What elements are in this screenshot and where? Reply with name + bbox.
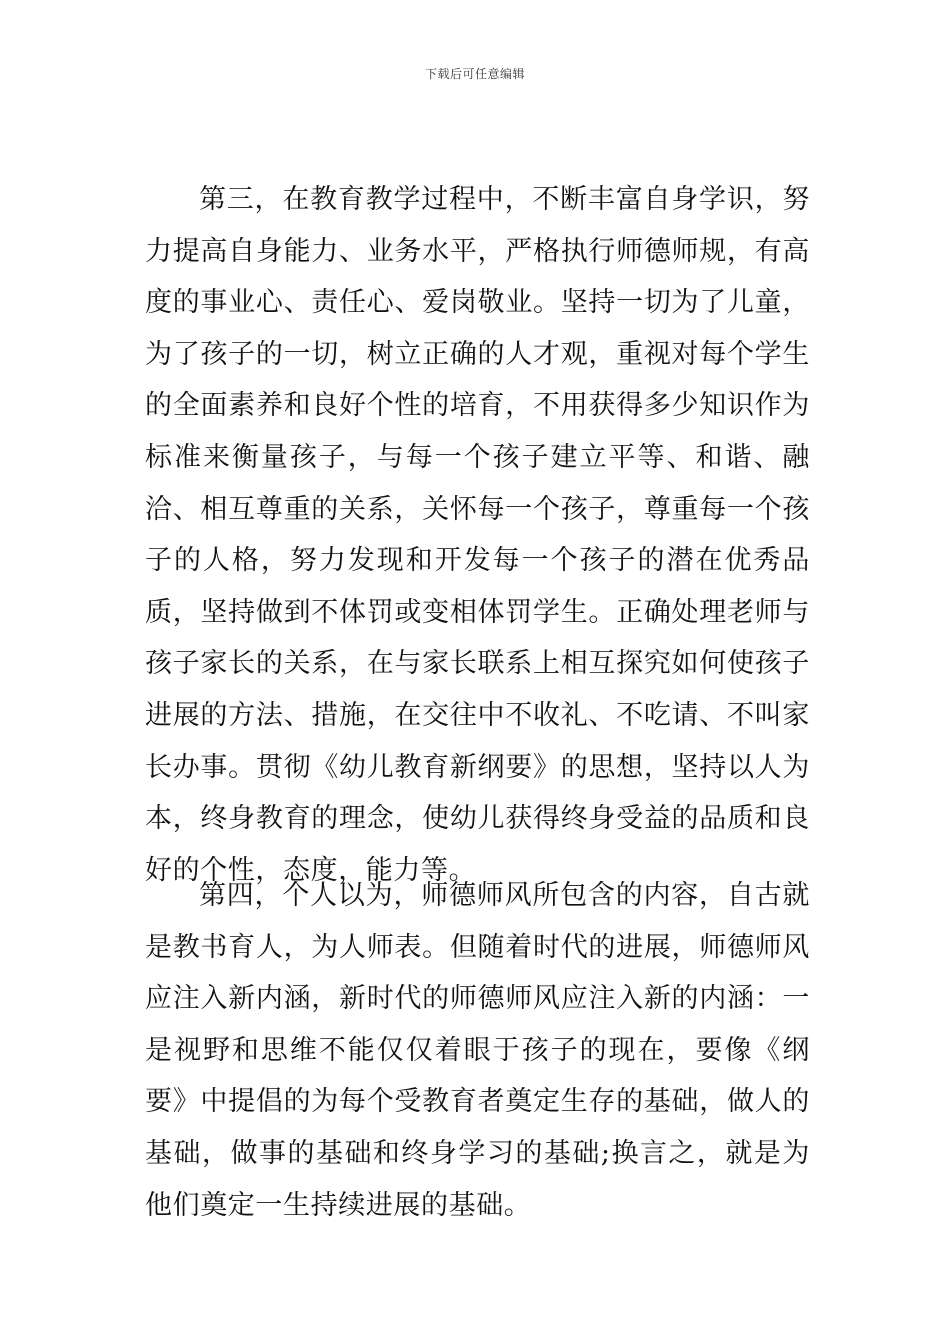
paragraph-fourth: 第四，个人以为，师德师风所包含的内容，自古就是教书育人，为人师表。但随着时代的进展，师德师风应注入新内涵，新时代的师德师风应注入新的内涵：一是视野和思维不能仅仅着眼于孩子的现在，要像《纲要》中提倡的为每个受教育者奠定生存的基础，做人的基础，做事的基础和终身学习的基础;换言之，就是为他们奠定一生持续进展的基础。	[145, 880, 810, 1221]
paragraph-third: 第三，在教育教学过程中，不断丰富自身学识，努力提高自身能力、业务水平，严格执行师德师规，有高度的事业心、责任心、爱岗敬业。坚持一切为了儿童，为了孩子的一切，树立正确的人才观，重视对每个学生的全面素养和良好个性的培育，不用获得多少知识作为标准来衡量孩子，与每一个孩子建立平等、和谐、融洽、相互尊重的关系，关怀每一个孩子，尊重每一个孩子的人格，努力发现和开发每一个孩子的潜在优秀品质，坚持做到不体罚或变相体罚学生。正确处理老师与孩子家长的关系，在与家长联系上相互探究如何使孩子进展的方法、措施，在交往中不收礼、不吃请、不叫家长办事。贯彻《幼儿教育新纲要》的思想，坚持以人为本，终身教育的理念，使幼儿获得终身受益的品质和良好的个性，态度，能力等。	[145, 184, 810, 886]
paragraph-block-fourth	[145, 870, 810, 1231]
page-header-note: 下载后可任意编辑	[424, 67, 525, 81]
paragraph-block-third	[145, 174, 810, 896]
